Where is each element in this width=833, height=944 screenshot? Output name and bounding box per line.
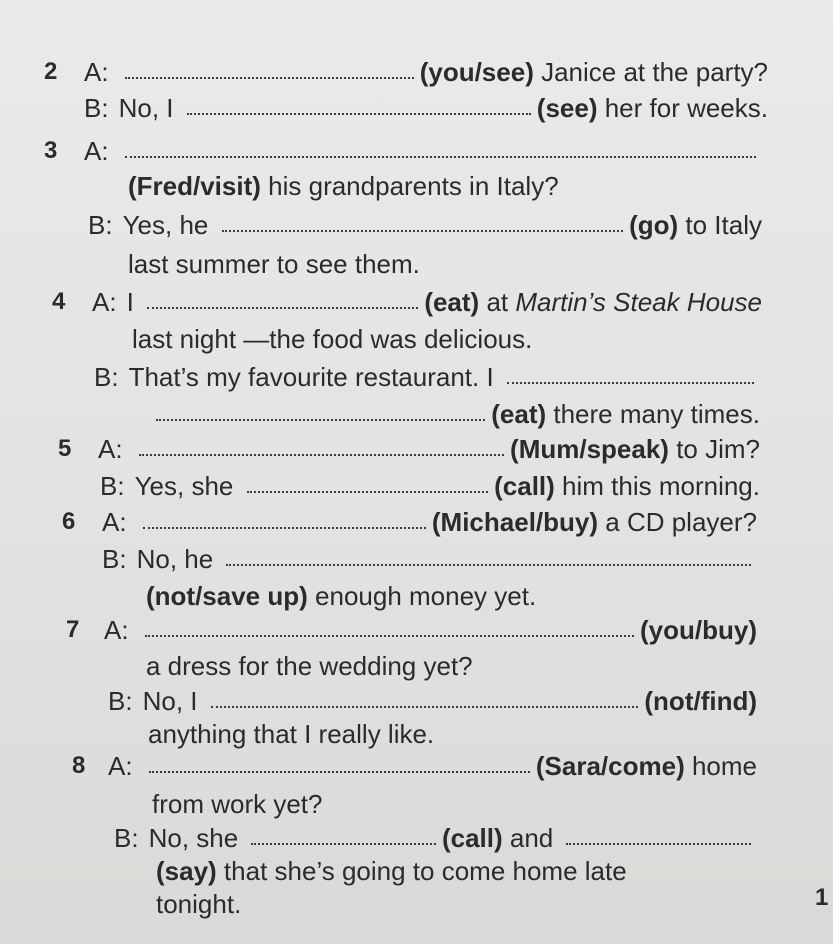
answer-blank[interactable] (507, 376, 754, 384)
line-text: him this morning. (554, 471, 760, 501)
dialogue-line (104, 614, 757, 646)
verb-prompt: (call) (494, 471, 555, 501)
line-text: No, I (118, 93, 181, 123)
dialogue-line (100, 470, 760, 502)
dialogue-line (108, 685, 757, 717)
line-text: a dress for the wedding yet? (146, 651, 473, 681)
dialogue-line (148, 718, 757, 750)
line-text: No, I (142, 686, 205, 716)
verb-prompt: (Fred/visit) (128, 171, 261, 201)
answer-blank[interactable] (145, 629, 634, 637)
dialogue-line (114, 822, 757, 854)
speaker-label: A: (92, 287, 117, 317)
dialogue-line (88, 209, 762, 241)
line-text: home (684, 751, 757, 781)
page-number: 1 (815, 884, 829, 911)
answer-blank[interactable] (222, 224, 623, 232)
dialogue-line (108, 750, 757, 782)
dialogue-line (128, 248, 762, 280)
verb-prompt: (not/save up) (146, 581, 308, 611)
item-number: 5 (58, 435, 72, 462)
speaker-label: A: (102, 507, 127, 537)
line-text: from work yet? (152, 789, 323, 819)
verb-prompt: (you/buy) (640, 615, 757, 645)
speaker-label: B: (102, 544, 127, 574)
line-text: Yes, she (134, 471, 241, 501)
dialogue-line (84, 56, 768, 88)
verb-prompt: (Mum/speak) (510, 434, 669, 464)
speaker-label: A: (108, 751, 133, 781)
answer-blank[interactable] (143, 521, 426, 529)
answer-blank[interactable] (566, 837, 751, 845)
verb-prompt: (you/see) (419, 57, 534, 87)
verb-prompt: (not/find) (644, 686, 757, 716)
line-text: a CD player? (598, 507, 757, 537)
answer-blank[interactable] (125, 71, 414, 79)
speaker-label: B: (108, 686, 133, 716)
line-text: No, she (148, 823, 246, 853)
dialogue-line (152, 788, 757, 820)
line-text: That’s my favourite restaurant. I (128, 362, 501, 392)
speaker-label: B: (100, 471, 125, 501)
speaker-label: A: (98, 434, 123, 464)
dialogue-line (102, 506, 757, 538)
line-text: last night —the food was delicious. (132, 324, 533, 354)
dialogue-line (132, 323, 762, 355)
italic-text: Martin’s Steak House (515, 287, 762, 317)
answer-blank[interactable] (156, 413, 485, 421)
line-text: last summer to see them. (128, 249, 420, 279)
answer-blank[interactable] (125, 150, 756, 158)
line-text: I (126, 287, 142, 317)
item-number: 6 (62, 508, 76, 535)
answer-blank[interactable] (149, 765, 530, 773)
answer-blank[interactable] (211, 700, 639, 708)
line-text: and (502, 823, 561, 853)
verb-prompt: (go) (629, 210, 679, 240)
line-text: No, he (136, 544, 221, 574)
verb-prompt: (eat) (491, 399, 547, 429)
line-text: Yes, he (122, 210, 216, 240)
speaker-label: A: (84, 136, 109, 166)
speaker-label: B: (94, 362, 119, 392)
verb-prompt: (see) (536, 93, 598, 123)
dialogue-line (102, 543, 757, 575)
verb-prompt: (eat) (424, 287, 480, 317)
dialogue-line (84, 135, 762, 167)
line-text: that she’s going to come home late (216, 856, 627, 886)
speaker-label: A: (84, 57, 109, 87)
item-number: 2 (44, 58, 58, 85)
item-number: 3 (44, 137, 58, 164)
line-text: to Jim? (668, 434, 760, 464)
item-number: 8 (72, 752, 86, 779)
answer-blank[interactable] (226, 558, 751, 566)
line-text: tonight. (156, 889, 242, 919)
item-number: 7 (66, 616, 80, 643)
item-number: 4 (52, 288, 66, 315)
speaker-label: A: (104, 615, 129, 645)
line-text: to Italy (678, 210, 762, 240)
verb-prompt: (Sara/come) (535, 751, 685, 781)
dialogue-line (84, 92, 768, 124)
verb-prompt: (say) (156, 856, 217, 886)
answer-blank[interactable] (251, 837, 436, 845)
answer-blank[interactable] (139, 448, 504, 456)
line-text: enough money yet. (307, 581, 537, 611)
dialogue-line (94, 361, 760, 393)
answer-blank[interactable] (187, 107, 531, 115)
line-text: anything that I really like. (148, 719, 435, 749)
speaker-label: B: (88, 210, 113, 240)
dialogue-line (92, 286, 762, 318)
dialogue-line (156, 888, 757, 920)
line-text: at (479, 287, 516, 317)
answer-blank[interactable] (147, 301, 418, 309)
dialogue-line (128, 170, 762, 202)
dialogue-line (150, 398, 760, 430)
dialogue-line (146, 580, 757, 612)
verb-prompt: (Michael/buy) (431, 507, 599, 537)
speaker-label: B: (84, 93, 109, 123)
line-text: Janice at the party? (533, 57, 768, 87)
speaker-label: B: (114, 823, 139, 853)
dialogue-line (98, 433, 760, 465)
line-text: her for weeks. (597, 93, 768, 123)
dialogue-line (156, 855, 757, 887)
line-text: there many times. (546, 399, 760, 429)
line-text: his grandparents in Italy? (260, 171, 559, 201)
verb-prompt: (call) (441, 823, 503, 853)
answer-blank[interactable] (247, 485, 489, 493)
dialogue-line (146, 650, 757, 682)
